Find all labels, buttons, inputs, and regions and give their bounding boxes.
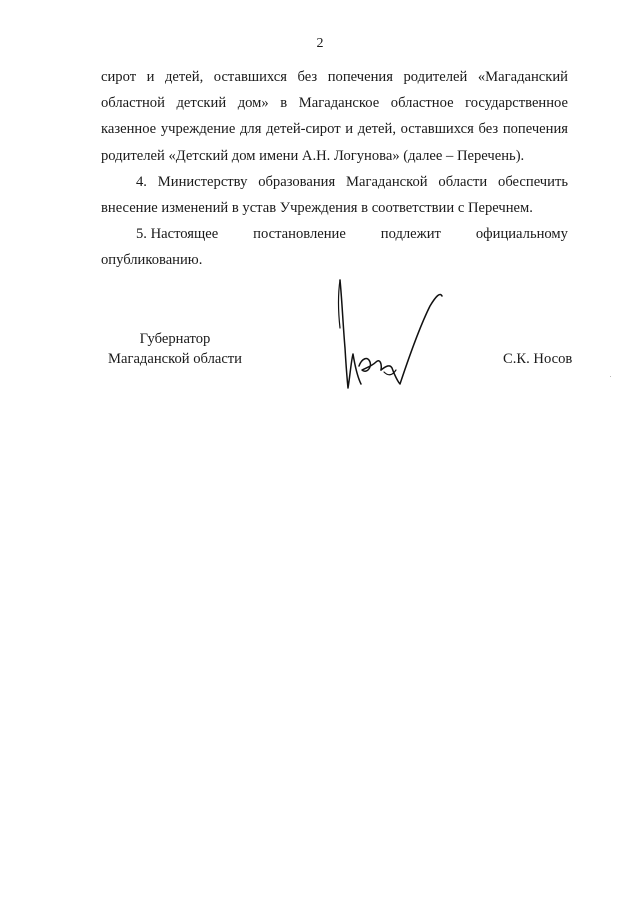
signatory-position bbox=[103, 329, 247, 369]
paragraph-item-5-word: постановление bbox=[253, 226, 346, 243]
handwritten-signature bbox=[326, 270, 456, 396]
paragraph-item-4: 4. Министерству образования Магаданской области обеспечить внесение изменений в устав Учреждения в соответствии с Перечнем. bbox=[101, 173, 568, 217]
paragraph-item-5-word: 5. Настоящее bbox=[136, 226, 219, 243]
paragraph-item-5 bbox=[101, 221, 568, 247]
signatory-position-line-2: Магаданской области bbox=[108, 351, 242, 367]
signatory-position-line-1: Губернатор bbox=[139, 331, 211, 347]
paragraph-item-5-tail: опубликованию. bbox=[101, 252, 203, 269]
paragraph-item-5-word: официальному bbox=[475, 226, 568, 243]
signatory-name: С.К. Носов bbox=[503, 351, 573, 367]
paragraph-continuation: сирот и детей, оставшихся без попечения родителей «Магаданский областной детский дом» в Магаданское областное государственное казенное учреждение для детей-сирот и детей, оставшихся без попечения родителей «Детский дом имени А.Н. Логунова» (далее – Перечень). bbox=[101, 69, 568, 164]
paragraph-item-5-word: подлежит bbox=[380, 226, 441, 243]
scan-speck bbox=[610, 376, 611, 377]
page-number: 2 bbox=[316, 36, 324, 51]
document-body bbox=[101, 64, 568, 274]
